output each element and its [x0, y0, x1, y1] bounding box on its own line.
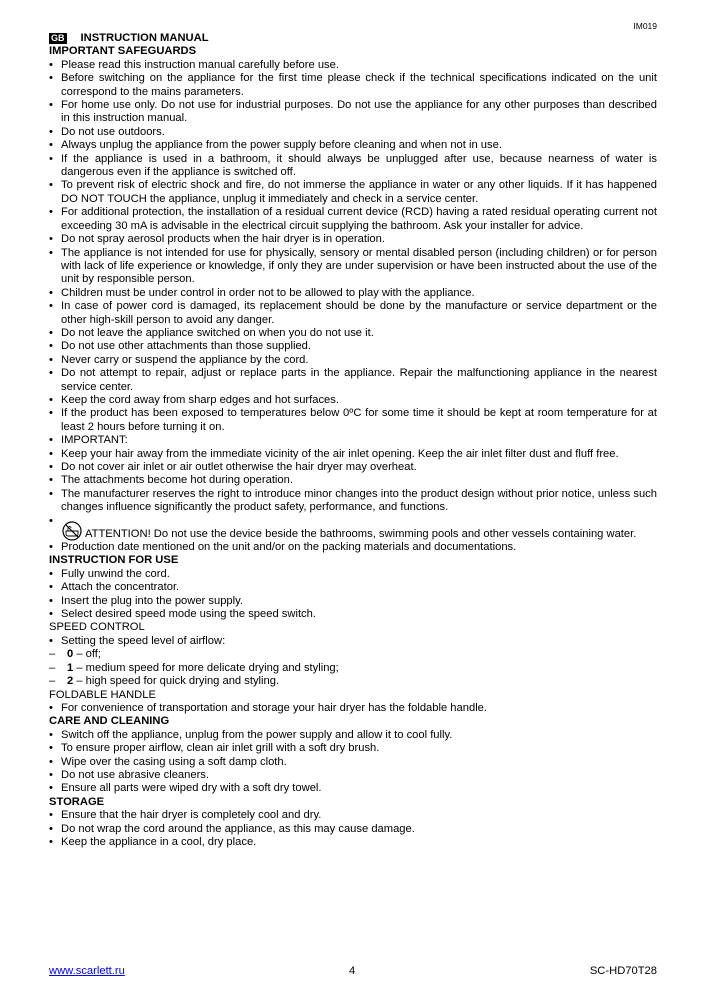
speed-levels-list [49, 648, 657, 688]
list-item: • Do not use other attachments than those supplied. [49, 340, 657, 353]
speed-level-number: 2 [67, 675, 74, 688]
list-item: • Ensure that the hair dryer is completely cool and dry. [49, 809, 657, 822]
list-item: • To prevent risk of electric shock and fire, do not immerse the appliance in water or any other liquids. If it has happened DO NOT TOUCH the appliance, unplug it immediately and check in a service center. [49, 179, 657, 206]
manual-title-row [49, 32, 657, 45]
speed-level-item [49, 675, 657, 688]
list-item: • Do not leave the appliance switched on when you do not use it. [49, 327, 657, 340]
speed-control-heading: SPEED CONTROL [49, 621, 145, 634]
language-badge: GB [51, 33, 65, 44]
page-footer [49, 965, 657, 981]
list-item: • Select desired speed mode using the speed switch. [49, 608, 657, 621]
care-list [49, 729, 657, 796]
speed-level-item [49, 648, 657, 661]
list-item: • Before switching on the appliance for the first time please check if the technical specifications indicated on the unit correspond to the mains parameters. [49, 72, 657, 99]
list-item: • If the product has been exposed to temperatures below 0ºC for some time it should be kept at room temperature for at least 2 hours before turning it on. [49, 407, 657, 434]
list-item: • Fully unwind the cord. [49, 568, 657, 581]
speed-level-item [49, 662, 657, 675]
document-id: IM019 [633, 21, 657, 31]
foldable-handle-heading: FOLDABLE HANDLE [49, 688, 156, 701]
list-item: • For convenience of transportation and storage your hair dryer has the foldable handle. [49, 702, 657, 715]
model-number: SC-HD70T28 [589, 965, 657, 977]
attention-text: ATTENTION! Do not use the device beside the bathrooms, swimming pools and other vessels containing water. [85, 527, 637, 540]
storage-heading: STORAGE [49, 795, 105, 808]
list-item: • Do not use abrasive cleaners. [49, 769, 657, 782]
safeguards-heading: IMPORTANT SAFEGUARDS [49, 45, 197, 58]
list-item: • Switch off the appliance, unplug from the power supply and allow it to cool fully. [49, 729, 657, 742]
list-item: • Do not wrap the cord around the appliance, as this may cause damage. [49, 823, 657, 836]
speed-level-desc: – medium speed for more delicate drying and styling; [73, 661, 339, 674]
list-item: • Do not cover air inlet or air outlet otherwise the hair dryer may overheat. [49, 461, 657, 474]
care-heading: CARE AND CLEANING [49, 715, 170, 728]
list-item: • Ensure all parts were wiped dry with a soft dry towel. [49, 782, 657, 795]
list-item: • Keep the appliance in a cool, dry place. [49, 836, 657, 849]
speed-control-list [49, 635, 657, 648]
list-item: • The manufacturer reserves the right to introduce minor changes into the product design without prior notice, unless such changes influence significantly the product safety, performance, and functions. [49, 488, 657, 515]
list-item: • Setting the speed level of airflow: [49, 635, 657, 648]
foldable-handle-list [49, 702, 657, 715]
list-item: • Wipe over the casing using a soft damp cloth. [49, 756, 657, 769]
list-item: • The attachments become hot during operation. [49, 474, 657, 487]
list-item: • Please read this instruction manual carefully before use. [49, 59, 657, 72]
website-link[interactable]: www.scarlett.ru [49, 965, 125, 977]
speed-level-desc: – high speed for quick drying and styling. [73, 675, 280, 688]
list-item: • To ensure proper airflow, clean air inlet grill with a soft dry brush. [49, 742, 657, 755]
list-item: • Children must be under control in order not to be allowed to play with the appliance. [49, 287, 657, 300]
list-item: • Attach the concentrator. [49, 581, 657, 594]
instruction-for-use-heading: INSTRUCTION FOR USE [49, 554, 179, 567]
list-item: • Do not attempt to repair, adjust or replace parts in the appliance. Repair the malfunctioning appliance in the nearest service center. [49, 367, 657, 394]
safeguards-list [49, 59, 657, 555]
page-number: 4 [349, 965, 356, 977]
speed-level-number: 1 [67, 661, 74, 674]
list-item: • If the appliance is used in a bathroom, it should always be unplugged after use, because nearness of water is dangerous even if the appliance is switched off. [49, 153, 657, 180]
dash-marker: – [49, 661, 56, 674]
storage-list [49, 809, 657, 849]
dash-marker: – [49, 648, 56, 661]
list-item: • Always unplug the appliance from the power supply before cleaning and when not in use. [49, 139, 657, 152]
list-item: • The appliance is not intended for use for physically, sensory or mental disabled person (including children) or for person with lack of life experience or knowledge, if only they are under supervision or have been instructed about the use of the unit by responsible person. [49, 247, 657, 287]
list-item: • Keep the cord away from sharp edges and hot surfaces. [49, 394, 657, 407]
instruction-for-use-list [49, 568, 657, 622]
no-water-near-bath-icon [61, 521, 83, 541]
attention-item [49, 515, 657, 541]
list-item: • For additional protection, the installation of a residual current device (RCD) having a rated residual operating current not exceeding 30 mA is advisable in the electrical circuit supplying the bathroom. Ask your installer for advice. [49, 206, 657, 233]
list-item: • Insert the plug into the power supply. [49, 595, 657, 608]
speed-level-desc: – off; [73, 648, 102, 661]
list-item: • Do not spray aerosol products when the hair dryer is in operation. [49, 233, 657, 246]
manual-title: INSTRUCTION MANUAL [80, 32, 209, 44]
speed-level-number: 0 [67, 648, 74, 661]
list-item: • Keep your hair away from the immediate vicinity of the air inlet opening. Keep the air inlet filter dust and fluff free. [49, 448, 657, 461]
list-item: • Never carry or suspend the appliance by the cord. [49, 354, 657, 367]
list-item: • In case of power cord is damaged, its replacement should be done by the manufacture or service department or the other high-skill person to avoid any danger. [49, 300, 657, 327]
manual-content [49, 32, 657, 849]
list-item: • For home use only. Do not use for industrial purposes. Do not use the appliance for any other purposes than described in this instruction manual. [49, 99, 657, 126]
list-item: • Do not use outdoors. [49, 126, 657, 139]
dash-marker: – [49, 675, 56, 688]
list-item: • Production date mentioned on the unit and/or on the packing materials and documentations. [49, 541, 657, 554]
list-item: • IMPORTANT: [49, 434, 657, 447]
